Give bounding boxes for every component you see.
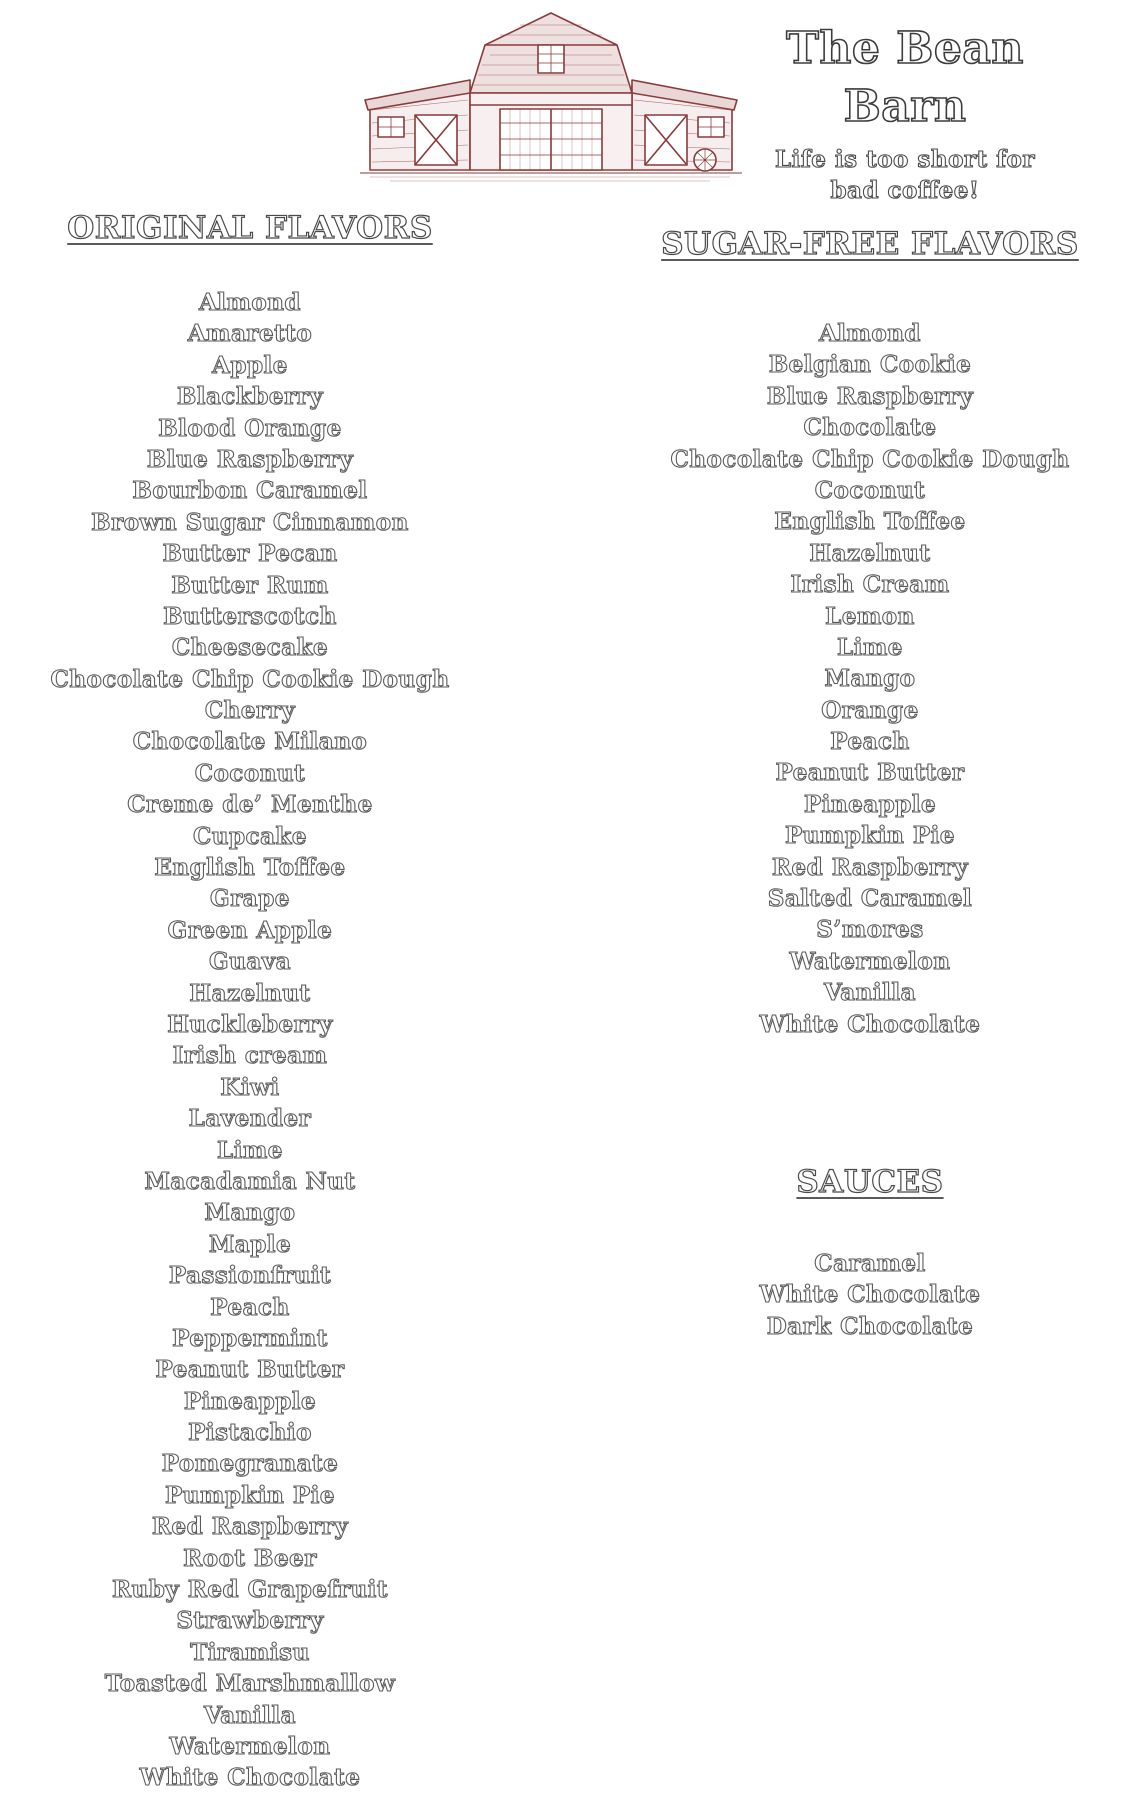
original-flavor-item: Almond — [198, 289, 302, 316]
original-flavor-item: Watermelon — [169, 1732, 331, 1760]
sugar-free-flavors-heading: SUGAR-FREE FLAVORS — [661, 226, 1079, 262]
sauce-item: Caramel — [814, 1250, 926, 1277]
original-flavor-item: Bourbon Caramel — [132, 477, 368, 505]
original-flavor-item: Red Raspberry — [151, 1513, 349, 1541]
original-flavor-item: Creme de’ Menthe — [127, 791, 373, 819]
original-flavor-item: Pineapple — [183, 1387, 317, 1415]
original-flavor-item: Toasted Marshmallow — [104, 1670, 396, 1698]
original-flavor-item: Huckleberry — [167, 1010, 333, 1038]
original-flavor-item: Blue Raspberry — [146, 445, 354, 473]
original-flavor-item: Maple — [208, 1230, 292, 1258]
sugar-free-flavor-item: Peach — [830, 728, 910, 756]
original-flavor-item: Guava — [208, 948, 292, 976]
sugar-free-flavor-item: Pineapple — [803, 790, 937, 818]
sauces-list — [720, 1248, 1020, 1342]
original-flavor-item: Peppermint — [172, 1324, 328, 1352]
sugar-free-flavor-item: Peanut Butter — [775, 759, 965, 787]
original-flavor-item: Tiramisu — [190, 1638, 310, 1666]
original-flavor-item: Root Beer — [183, 1544, 317, 1572]
original-flavor-item: Pistachio — [188, 1419, 312, 1447]
sugar-free-flavor-item: Lime — [837, 633, 903, 661]
original-flavor-item: Blood Orange — [158, 414, 342, 442]
original-flavor-item: Irish cream — [172, 1042, 328, 1070]
original-flavor-item: Pomegranate — [161, 1450, 339, 1478]
original-flavor-item: Brown Sugar Cinnamon — [91, 508, 409, 536]
sugar-free-flavor-item: Orange — [821, 696, 919, 724]
sugar-free-flavor-item: English Toffee — [774, 508, 966, 536]
original-flavor-item: Cherry — [204, 697, 296, 725]
original-flavor-item: Green Apple — [167, 916, 333, 944]
original-flavor-item: Hazelnut — [189, 979, 311, 1007]
sugar-free-flavor-item: Belgian Cookie — [768, 351, 972, 379]
original-flavor-item: Cheesecake — [171, 634, 329, 662]
sauce-item: Dark Chocolate — [766, 1312, 974, 1340]
sugar-free-flavor-item: Irish Cream — [790, 571, 950, 599]
original-flavor-item: Chocolate Chip Cookie Dough — [50, 665, 450, 693]
sugar-free-flavor-item: Coconut — [814, 476, 926, 504]
original-flavor-item: Pumpkin Pie — [164, 1481, 335, 1509]
sugar-free-flavor-item: Chocolate Chip Cookie Dough — [670, 445, 1070, 473]
original-flavor-item: Coconut — [194, 759, 306, 787]
original-flavor-item: English Toffee — [154, 854, 346, 882]
original-flavor-item: Blackberry — [176, 383, 324, 411]
original-flavor-item: Amaretto — [187, 320, 313, 348]
brand-tagline: Life is too short for bad coffee! — [774, 146, 1036, 204]
sauces-heading: SAUCES — [796, 1164, 944, 1200]
original-flavor-item: Butter Rum — [171, 571, 329, 599]
sugar-free-flavor-item: White Chocolate — [759, 1010, 981, 1038]
original-flavors-list — [40, 287, 460, 1794]
original-flavor-item: Cupcake — [192, 822, 308, 850]
original-flavor-item: Grape — [210, 885, 290, 913]
original-flavors-heading: ORIGINAL FLAVORS — [67, 210, 433, 246]
original-flavor-item: Butterscotch — [163, 602, 337, 630]
original-flavor-item: Kiwi — [220, 1073, 280, 1101]
sugar-free-flavor-item: Mango — [824, 665, 916, 693]
original-flavor-item: Apple — [212, 351, 288, 379]
sugar-free-flavor-item: Blue Raspberry — [766, 382, 974, 410]
original-flavor-item: Lavender — [188, 1105, 312, 1133]
sugar-free-flavor-item: Almond — [818, 320, 922, 347]
original-flavor-item: Mango — [204, 1199, 296, 1227]
sugar-free-flavor-item: Watermelon — [789, 947, 951, 975]
original-flavor-item: Peanut Butter — [155, 1356, 345, 1384]
original-flavor-item: Vanilla — [204, 1701, 296, 1729]
sugar-free-flavors-list — [660, 318, 1080, 1040]
sugar-free-flavor-item: Chocolate — [803, 414, 937, 442]
brand-header — [750, 20, 1060, 206]
barn-logo-icon — [360, 5, 742, 185]
original-flavor-item: White Chocolate — [139, 1764, 361, 1792]
sugar-free-flavor-item: Salted Caramel — [767, 885, 973, 913]
sugar-free-flavor-item: Lemon — [825, 602, 915, 630]
sugar-free-flavor-item: Pumpkin Pie — [784, 822, 955, 850]
original-flavor-item: Chocolate Milano — [132, 728, 368, 756]
original-flavor-item: Ruby Red Grapefruit — [111, 1576, 389, 1604]
brand-name: The Bean Barn — [786, 23, 1024, 132]
sugar-free-flavor-item: Red Raspberry — [771, 853, 969, 881]
original-flavor-item: Strawberry — [176, 1607, 324, 1635]
sauce-item: White Chocolate — [759, 1281, 981, 1309]
original-flavor-item: Macadamia Nut — [144, 1167, 356, 1195]
sugar-free-flavor-item: Vanilla — [824, 979, 916, 1007]
original-flavor-item: Passionfruit — [168, 1262, 332, 1290]
sugar-free-flavor-item: S’mores — [816, 916, 924, 944]
sugar-free-flavor-item: Hazelnut — [809, 539, 931, 567]
original-flavor-item: Lime — [217, 1136, 283, 1164]
original-flavor-item: Peach — [210, 1293, 290, 1321]
original-flavor-item: Butter Pecan — [162, 540, 338, 568]
